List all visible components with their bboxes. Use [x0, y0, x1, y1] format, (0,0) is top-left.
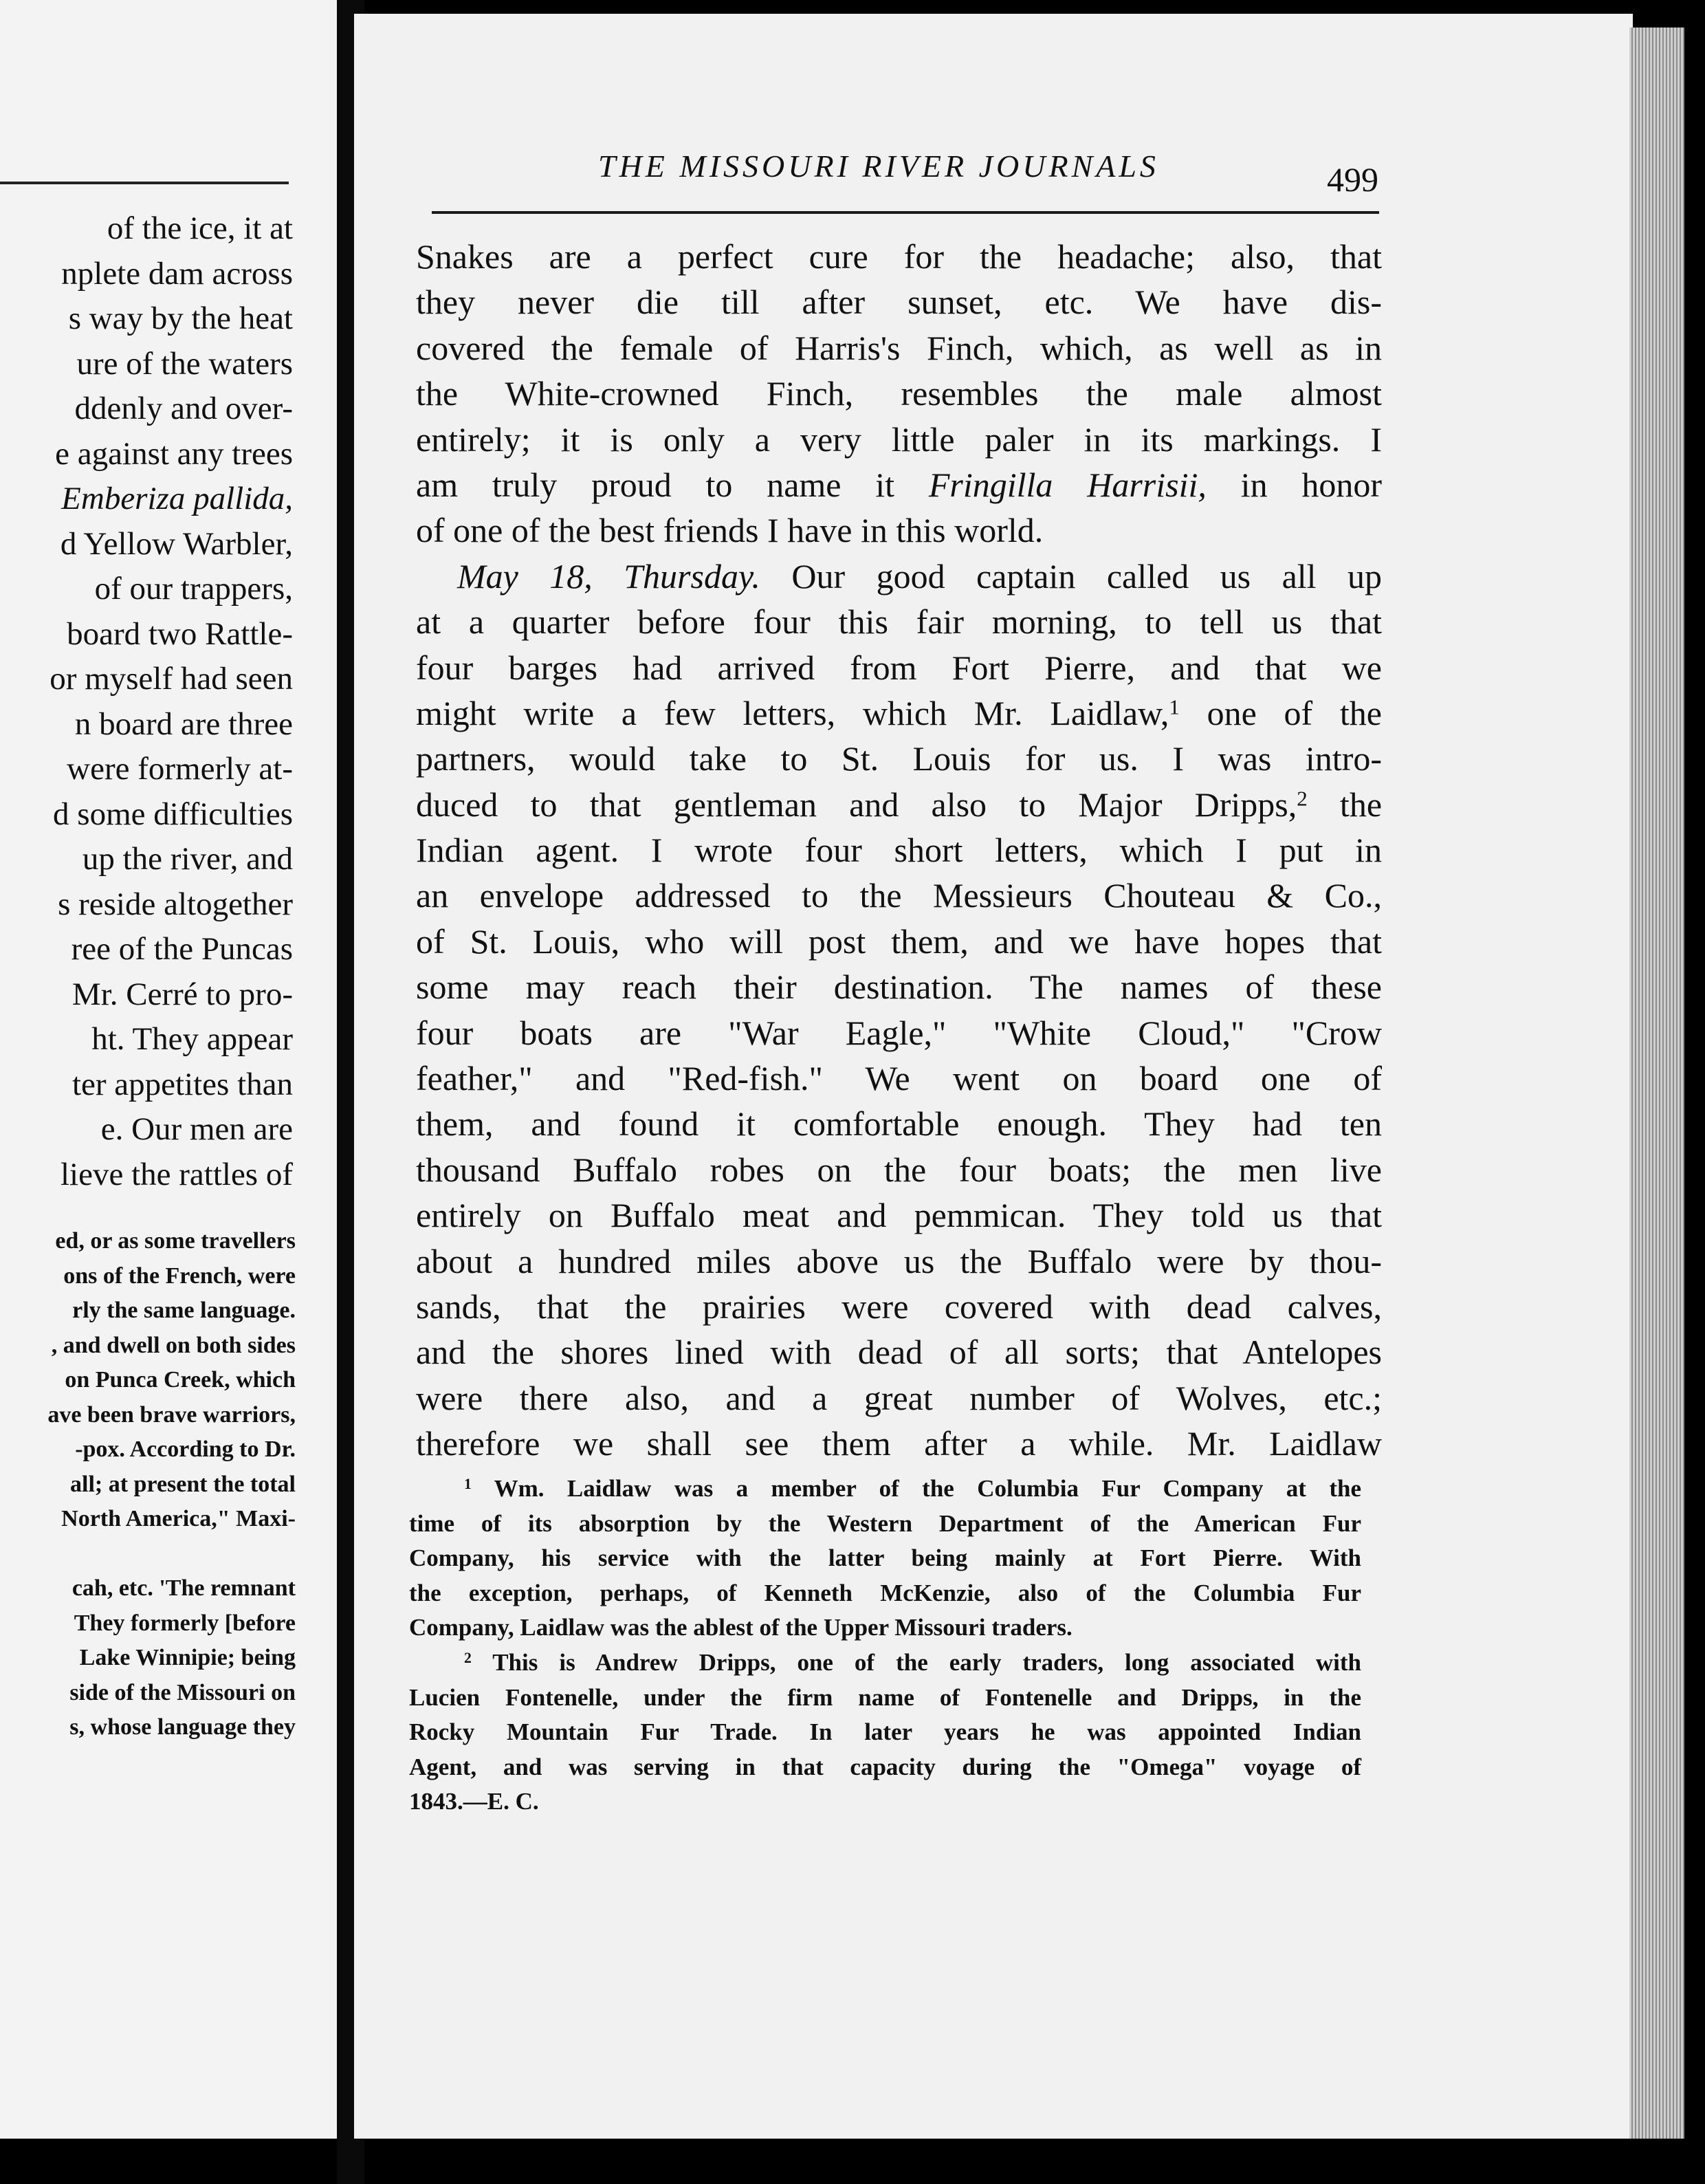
text-run: This is Andrew Dripps, one of the early traders, long associated with	[492, 1648, 1361, 1676]
header-rule	[432, 211, 1379, 214]
left-footnote-line: -pox. According to Dr.	[75, 1437, 296, 1462]
footnote-ref: 1	[1169, 695, 1180, 719]
left-text-line: nplete dam across	[61, 255, 293, 292]
left-text-line: d some difficulties	[53, 796, 293, 832]
text-line: covered the female of Harris's Finch, which, as well as in	[416, 328, 1382, 367]
left-text-line: ree of the Puncas	[71, 931, 293, 967]
text-run: in honor	[1240, 465, 1383, 504]
text-line: therefore we shall see them after a while. Mr. Laidlaw	[416, 1424, 1382, 1463]
left-text-line: lieve the rattles of	[60, 1156, 293, 1192]
text-run: the	[1339, 785, 1383, 824]
left-text-line: n board are three	[74, 706, 293, 742]
text-run: duced to that gentleman and also to Major Dripps,	[416, 785, 1297, 824]
left-text-line: ddenly and over-	[74, 391, 293, 426]
left-text-line: ter appetites than	[72, 1066, 293, 1102]
left-footnote-line: on Punca Creek, which	[65, 1367, 296, 1393]
footnote-line: time of its absorption by the Western Department of the American Fur	[409, 1509, 1361, 1537]
text-run: am truly proud to name it	[416, 465, 895, 504]
footnote-marker: 2	[464, 1650, 472, 1667]
left-text-line: Mr. Cerré to pro-	[72, 976, 293, 1012]
text-run: one of the	[1207, 693, 1382, 732]
footnote-line: Company, his service with the latter being mainly at Fort Pierre. With	[409, 1544, 1361, 1572]
text-line: sands, that the prairies were covered with dead calves,	[416, 1287, 1382, 1326]
left-text-line: s reside altogether	[58, 886, 293, 922]
left-page-footnotes	[0, 1224, 296, 1745]
text-line: and the shores lined with dead of all sorts; that Antelopes	[416, 1333, 1382, 1372]
left-text-line: board two Rattle-	[67, 615, 293, 652]
text-run: Our good captain called us all up	[791, 556, 1382, 596]
left-footnote-line: ed, or as some travellers	[55, 1228, 296, 1254]
text-line: some may reach their destination. The names of these	[416, 968, 1382, 1007]
text-line: were there also, and a great number of Wolves, etc.;	[416, 1378, 1382, 1417]
left-footnote-line: , and dwell on both sides	[51, 1332, 296, 1358]
left-page-body	[0, 206, 293, 1197]
text-line: entirely; it is only a very little paler in its markings. I	[416, 419, 1382, 459]
left-text-line: were formerly at-	[67, 751, 293, 787]
text-line	[416, 690, 1382, 736]
left-text-line: e. Our men are	[100, 1111, 293, 1147]
text-line: them, and found it comfortable enough. They had ten	[416, 1104, 1382, 1144]
left-text-line: s way by the heat	[68, 301, 293, 336]
journal-date: May 18, Thursday.	[457, 556, 760, 596]
text-line: feather," and "Red-fish." We went on board one of	[416, 1059, 1382, 1098]
left-text-line: d Yellow Warbler,	[60, 525, 293, 562]
left-text-line: e against any trees	[55, 435, 293, 472]
footnote-line: Agent, and was serving in that capacity during the "Omega" voyage of	[409, 1753, 1361, 1780]
text-line: four boats are "War Eagle," "White Cloud," "Crow	[416, 1013, 1382, 1052]
text-line: thousand Buffalo robes on the four boats; the men live	[416, 1150, 1382, 1189]
page-edges	[1629, 28, 1684, 2139]
text-line: of one of the best friends I have in this world.	[416, 511, 1044, 550]
left-footnote-line: North America," Maxi-	[61, 1506, 296, 1531]
text-line: Snakes are a perfect cure for the headache; also, that	[416, 237, 1382, 276]
text-run: might write a few letters, which Mr. Laidlaw,	[416, 693, 1169, 732]
left-text-line: of our trappers,	[94, 571, 293, 607]
left-text-line: ht. They appear	[91, 1021, 293, 1057]
text-line: an envelope addressed to the Messieurs Chouteau & Co.,	[416, 876, 1382, 915]
left-text-line: of the ice, it at	[107, 210, 293, 246]
left-text-line: Emberiza pallida,	[61, 481, 293, 516]
italic-species-name: Fringilla Harrisii,	[928, 465, 1207, 504]
footnote-line: 1843.—E. C.	[409, 1788, 539, 1815]
text-line: entirely on Buffalo meat and pemmican. They told us that	[416, 1196, 1382, 1235]
text-line: Indian agent. I wrote four short letters, which I put in	[416, 831, 1382, 870]
running-title: THE MISSOURI RIVER JOURNALS	[598, 149, 1159, 184]
text-run: Wm. Laidlaw was a member of the Columbia Fur Company at the	[494, 1475, 1362, 1502]
page-number: 499	[1327, 160, 1378, 199]
left-footnote-line: side of the Missouri on	[69, 1679, 296, 1705]
text-line: they never die till after sunset, etc. We have dis-	[416, 283, 1382, 322]
footnote-line: Rocky Mountain Fur Trade. In later years he was appointed Indian	[409, 1718, 1361, 1746]
left-text-line: or myself had seen	[50, 661, 293, 697]
left-footnote-line: cah, etc. 'The remnant	[72, 1575, 296, 1601]
left-facing-page	[0, 0, 337, 2139]
left-footnote-line: ons of the French, were	[63, 1263, 296, 1289]
text-line	[416, 782, 1382, 827]
text-line: of St. Louis, who will post them, and we have hopes that	[416, 921, 1382, 961]
footnotes	[409, 1472, 1361, 1820]
left-footnote-line	[0, 1537, 296, 1572]
footnote-line: Company, Laidlaw was the ablest of the Upper Missouri traders.	[409, 1614, 1072, 1641]
text-line: partners, would take to St. Louis for us. I was intro-	[416, 739, 1382, 778]
footnote-line	[409, 1646, 1361, 1681]
left-text-line: ure of the waters	[76, 345, 293, 382]
main-text	[416, 234, 1382, 1467]
text-line: at a quarter before four this fair morning, to tell us that	[416, 602, 1382, 642]
footnote-line: the exception, perhaps, of Kenneth McKenzie, also of the Columbia Fur	[409, 1579, 1361, 1606]
footnote-ref: 2	[1297, 786, 1308, 811]
left-footnote-line: s, whose language they	[69, 1714, 296, 1740]
text-line: about a hundred miles above us the Buffalo were by thou-	[416, 1241, 1382, 1280]
text-line	[416, 462, 1382, 507]
left-footnote-line: Lake Winnipie; being	[79, 1645, 296, 1670]
text-line	[416, 554, 1382, 599]
left-header-rule	[0, 182, 289, 184]
text-line: the White-crowned Finch, resembles the male almost	[416, 374, 1382, 413]
footnote-line: Lucien Fontenelle, under the firm name of Fontenelle and Dripps, in the	[409, 1683, 1361, 1711]
text-line: four barges had arrived from Fort Pierre, and that we	[416, 648, 1382, 687]
footnote-line	[409, 1472, 1361, 1507]
left-footnote-line: all; at present the total	[70, 1471, 296, 1497]
left-footnote-line: They formerly [before	[74, 1610, 296, 1636]
left-footnote-line: ave been brave warriors,	[47, 1401, 296, 1428]
footnote-marker: 1	[464, 1476, 472, 1493]
left-footnote-line: rly the same language.	[72, 1298, 296, 1323]
left-text-line: up the river, and	[82, 841, 293, 877]
